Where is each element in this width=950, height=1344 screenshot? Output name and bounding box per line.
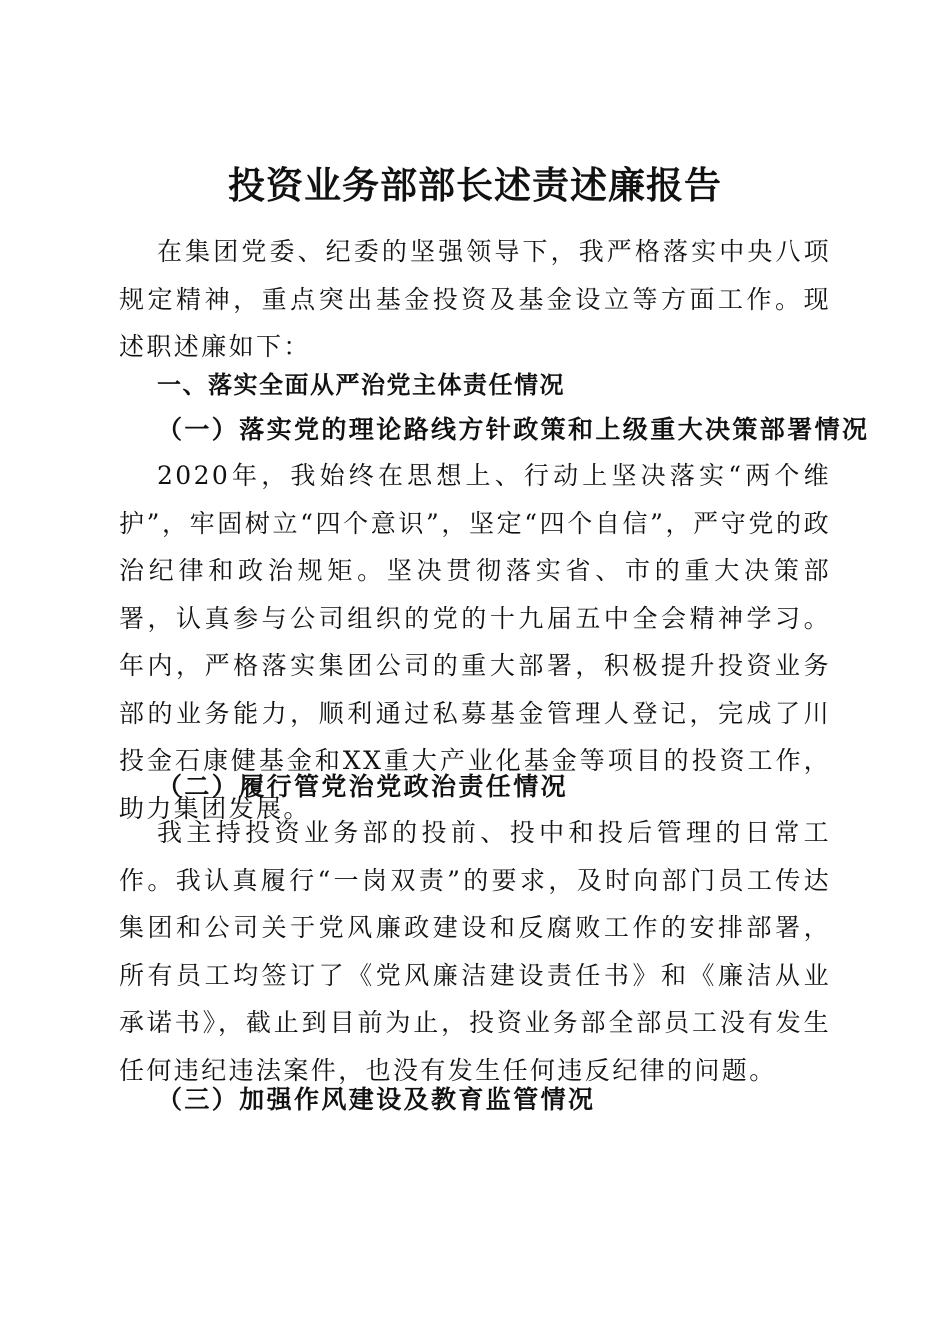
document-title: 投资业务部部长述责述廉报告 bbox=[228, 162, 722, 207]
subsection-1-heading: （一）落实党的理论路线方针政策和上级重大决策部署情况 bbox=[157, 415, 870, 444]
subsection-3-heading: （三）加强作风建设及教育监管情况 bbox=[157, 1085, 596, 1114]
intro-paragraph: 在集团党委、纪委的坚强领导下，我严格落实中央八项规定精神，重点突出基金投资及基金设立等方面工作。现述职述廉如下： bbox=[119, 237, 831, 361]
section-1-heading: 一、落实全面从严治党主体责任情况 bbox=[157, 371, 565, 399]
subsection-2-paragraph: 我主持投资业务部的投前、投中和投后管理的日常工作。我认真履行“一岗双责”的要求，及时向部门员工传达集团和公司关于党风廉政建设和反腐败工作的安排部署，所有员工均签订了《党风廉洁建设责任书》和《廉洁从业承诺书》，截止到目前为止，投资业务部全部员工没有发生任何违纪违法案件，也没有发生任何违反纪律的问题。 bbox=[119, 818, 831, 1085]
subsection-2-heading: （二）履行管党治党政治责任情况 bbox=[157, 772, 569, 801]
subsection-1-paragraph: 2020年，我始终在思想上、行动上坚决落实“两个维护”，牢固树立“四个意识”，坚定“四个自信”，严守党的政治纪律和政治规矩。坚决贯彻落实省、市的重大决策部署，认真参与公司组织的党的十九届五中全会精神学习。年内，严格落实集团公司的重大部署，积极提升投资业务部的业务能力，顺利通过私募基金管理人登记，完成了川投金石康健基金和XX重大产业化基金等项目的投资工作，助力集团发展。 bbox=[119, 461, 831, 823]
